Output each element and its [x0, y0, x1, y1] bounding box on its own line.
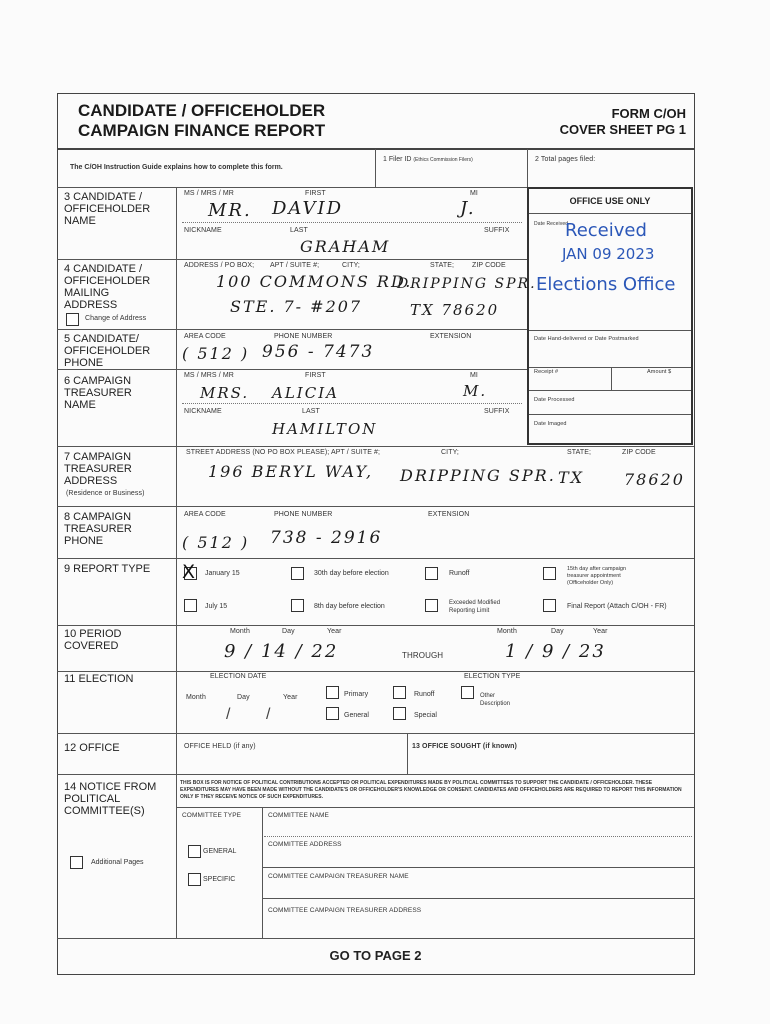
candidate-phone-number: 956 - 7473 [262, 342, 375, 362]
divider [375, 149, 376, 187]
notice-text: THIS BOX IS FOR NOTICE OF POLITICAL CONTRIBUTIONS ACCEPTED OR POLITICAL EXPENDITURES MADE BY POLITICAL COMMITTEES TO SUPPORT THE CANDIDATE / OFFICEHOLDER. THESE EXPENDITURES MAY HAVE BEEN MADE WITHOUT THE CANDIDATE'S OR OFFICEHOLDER'S KNOWLEDGE OR CONSENT. CANDIDATES AND OFFICEHOLDERS ARE REQUIRED TO REPORT THIS INFORMATION ONLY IF THEY RECEIVE NOTICE OF SUCH EXPENDITURES. [180, 780, 682, 800]
filer-id-sub: (Ethics Commission Filers) [413, 157, 473, 163]
change-of-address-checkbox[interactable] [66, 313, 79, 326]
divider [57, 187, 527, 188]
form-id [510, 106, 686, 138]
label-address: ADDRESS / PO BOX; [184, 262, 255, 269]
specific-committee-checkbox[interactable] [188, 873, 201, 886]
amount-label: Amount $ [647, 369, 672, 375]
label-day: Day [551, 628, 564, 635]
label-state: STATE; [430, 262, 455, 269]
divider [57, 369, 527, 370]
divider [57, 625, 694, 626]
label-extension: EXTENSION [430, 333, 472, 340]
section-6-label: 6 CAMPAIGN TREASURER NAME [64, 375, 132, 411]
label-day: Day [282, 628, 295, 635]
treasurer-phone-number: 738 - 2916 [270, 528, 383, 548]
date-imaged-label: Date Imaged [534, 421, 567, 427]
section-11-label: 11 ELECTION [64, 673, 134, 685]
received-stamp: Received [565, 220, 647, 241]
primary-checkbox[interactable] [326, 686, 339, 699]
section-9-label: 9 REPORT TYPE [64, 563, 151, 575]
date-processed-label: Date Processed [534, 397, 575, 403]
15th-day-checkbox[interactable] [543, 567, 556, 580]
divider [529, 390, 691, 391]
label-phone-number: PHONE NUMBER [274, 511, 333, 518]
treasurer-state: TX [558, 468, 585, 487]
divider [262, 867, 694, 868]
label-zip: ZIP CODE [472, 262, 506, 269]
candidate-suite: STE. 7- #207 [230, 297, 363, 316]
section-14-label: 14 NOTICE FROM POLITICAL COMMITTEE(S) [64, 781, 157, 817]
committee-type-label: COMMITTEE TYPE [182, 812, 242, 819]
filer-id-text: 1 Filer ID [383, 156, 412, 163]
dotted-rule [182, 403, 522, 404]
label-month: Month [186, 694, 206, 701]
15th-day-label: 15th day after campaign treasurer appointment (Officeholder Only) [567, 566, 627, 586]
label-city: CITY; [441, 449, 459, 456]
committee-treasurer-address-label: COMMITTEE CAMPAIGN TREASURER ADDRESS [268, 907, 422, 914]
form-title-line2: CAMPAIGN FINANCE REPORT [78, 121, 326, 140]
general-checkbox[interactable] [326, 707, 339, 720]
election-date-slashes: / / [226, 706, 271, 723]
dotted-rule [182, 222, 522, 223]
label-day: Day [237, 694, 250, 701]
label-suffix: SUFFIX [484, 408, 510, 415]
divider [529, 414, 691, 415]
candidate-middle-initial: J. [460, 198, 476, 219]
treasurer-title: MRS. [200, 384, 250, 402]
additional-pages-label: Additional Pages [91, 859, 144, 866]
exceeded-limit-checkbox[interactable] [425, 599, 438, 612]
committee-address-label: COMMITTEE ADDRESS [268, 841, 342, 848]
final-report-label: Final Report (Attach C/OH - FR) [567, 603, 667, 610]
through-label: THROUGH [402, 651, 444, 660]
july-15-label: July 15 [205, 603, 228, 610]
candidate-last-name: GRAHAM [300, 237, 391, 256]
label-phone-number: PHONE NUMBER [274, 333, 333, 340]
label-suffix: SUFFIX [484, 227, 510, 234]
label-street-address: STREET ADDRESS (NO PO BOX PLEASE); APT / SUITE #; [186, 449, 381, 456]
general-committee-checkbox[interactable] [188, 845, 201, 858]
treasurer-street: 196 BERYL WAY, [208, 462, 374, 481]
election-type-label: ELECTION TYPE [464, 673, 521, 680]
candidate-area-code: ( 512 ) [182, 344, 250, 363]
candidate-city: DRIPPING SPR. [397, 276, 537, 292]
divider [57, 671, 694, 672]
treasurer-area-code: ( 512 ) [182, 533, 250, 552]
check-mark: X [182, 561, 196, 583]
election-date-label: ELECTION DATE [210, 673, 267, 680]
label-last: LAST [302, 408, 320, 415]
general-label: General [344, 712, 369, 719]
divider [57, 329, 527, 330]
label-last: LAST [290, 227, 308, 234]
instructions: The C/OH Instruction Guide explains how to complete this form. [70, 164, 283, 171]
runoff-checkbox[interactable] [393, 686, 406, 699]
label-year: Year [327, 628, 342, 635]
section-8-label: 8 CAMPAIGN TREASURER PHONE [64, 511, 132, 547]
committee-name-label: COMMITTEE NAME [268, 812, 329, 819]
candidate-state-zip: TX 78620 [410, 301, 500, 319]
label-nickname: NICKNAME [184, 227, 222, 234]
runoff-label: Runoff [449, 570, 470, 577]
30th-day-checkbox[interactable] [291, 567, 304, 580]
section-3-label: 3 CANDIDATE / OFFICEHOLDER NAME [64, 191, 151, 227]
label-month: Month [230, 628, 250, 635]
divider [529, 330, 691, 331]
divider [529, 213, 691, 214]
form-id-line1: FORM C/OH [611, 106, 686, 121]
label-nickname: NICKNAME [184, 408, 222, 415]
candidate-address: 100 COMMONS RD. [216, 272, 413, 291]
receipt-label: Receipt # [534, 369, 559, 375]
dotted-rule [264, 836, 692, 837]
period-from: 9 / 14 / 22 [224, 641, 339, 662]
label-year: Year [593, 628, 608, 635]
primary-label: Primary [344, 691, 369, 698]
label-mi: MI [470, 190, 478, 197]
label-apt: APT / SUITE #; [270, 262, 320, 269]
form-id-line2: COVER SHEET PG 1 [559, 122, 686, 137]
treasurer-city: DRIPPING SPR. [400, 466, 556, 485]
general-committee-label: GENERAL [203, 848, 237, 855]
8th-day-label: 8th day before election [314, 603, 385, 610]
office-sought-label: 13 OFFICE SOUGHT (if known) [412, 743, 517, 750]
label-extension: EXTENSION [428, 511, 470, 518]
label-first: FIRST [305, 190, 326, 197]
8th-day-checkbox[interactable] [291, 599, 304, 612]
divider [57, 938, 694, 939]
candidate-first-name: DAVID [272, 198, 344, 219]
treasurer-last-name: HAMILTON [272, 420, 378, 438]
label-mi: MI [470, 372, 478, 379]
exceeded-limit-label: Exceeded Modified Reporting Limit [449, 600, 501, 614]
treasurer-middle-initial: M. [463, 382, 488, 400]
divider [57, 259, 527, 260]
special-checkbox[interactable] [393, 707, 406, 720]
january-15-label: January 15 [205, 570, 240, 577]
label-column-divider [176, 187, 177, 938]
received-stamp-date: JAN 09 2023 [562, 245, 655, 263]
section-4-label: 4 CANDIDATE / OFFICEHOLDER MAILING ADDRESS [64, 263, 151, 311]
office-held-label: OFFICE HELD (if any) [184, 743, 256, 750]
label-area-code: AREA CODE [184, 511, 226, 518]
label-area-code: AREA CODE [184, 333, 226, 340]
other-checkbox[interactable] [461, 686, 474, 699]
label-zip: ZIP CODE [622, 449, 656, 456]
section-12-label: 12 OFFICE [64, 742, 120, 754]
additional-pages-checkbox[interactable] [70, 856, 83, 869]
special-label: Special [414, 712, 437, 719]
divider [529, 367, 691, 368]
label-year: Year [283, 694, 298, 701]
30th-day-label: 30th day before election [314, 570, 389, 577]
divider [57, 506, 694, 507]
received-stamp-office: Elections Office [536, 274, 676, 295]
committee-treasurer-name-label: COMMITTEE CAMPAIGN TREASURER NAME [268, 873, 409, 880]
section-10-label: 10 PERIOD COVERED [64, 628, 122, 652]
divider [57, 733, 694, 734]
label-first: FIRST [305, 372, 326, 379]
change-of-address-label: Change of Address [85, 315, 147, 322]
divider [407, 733, 408, 774]
form-title-line1: CANDIDATE / OFFICEHOLDER [78, 101, 326, 120]
divider [262, 807, 263, 938]
runoff-checkbox[interactable] [425, 567, 438, 580]
section-5-label: 5 CANDIDATE/ OFFICEHOLDER PHONE [64, 333, 151, 369]
date-received-label: Date Received [534, 221, 569, 227]
section-7-label: 7 CAMPAIGN TREASURER ADDRESS [64, 451, 132, 487]
office-use-title: OFFICE USE ONLY [569, 196, 651, 206]
period-to: 1 / 9 / 23 [505, 641, 606, 662]
final-report-checkbox[interactable] [543, 599, 556, 612]
divider [262, 898, 694, 899]
total-pages-label: 2 Total pages filed: [535, 156, 596, 163]
divider [527, 149, 528, 187]
filer-id-label [383, 156, 473, 163]
label-ms-mrs-mr: MS / MRS / MR [184, 190, 234, 197]
label-city: CITY; [342, 262, 360, 269]
form-title [78, 101, 325, 141]
label-state: STATE; [567, 449, 592, 456]
other-label: Other Description [480, 693, 511, 707]
divider [57, 774, 694, 775]
residence-or-business: (Residence or Business) [66, 490, 145, 497]
label-ms-mrs-mr: MS / MRS / MR [184, 372, 234, 379]
date-hand-delivered-label: Date Hand-delivered or Date Postmarked [534, 336, 639, 342]
specific-committee-label: SPECIFIC [203, 876, 236, 883]
candidate-title: MR. [208, 200, 252, 221]
divider [176, 807, 694, 808]
treasurer-first-name: ALICIA [272, 384, 339, 402]
label-month: Month [497, 628, 517, 635]
runoff-label: Runoff [414, 691, 435, 698]
divider [57, 446, 694, 447]
go-to-page-2: GO TO PAGE 2 [329, 948, 422, 963]
treasurer-zip: 78620 [624, 470, 685, 489]
july-15-checkbox[interactable] [184, 599, 197, 612]
divider [57, 558, 694, 559]
divider [611, 367, 612, 390]
